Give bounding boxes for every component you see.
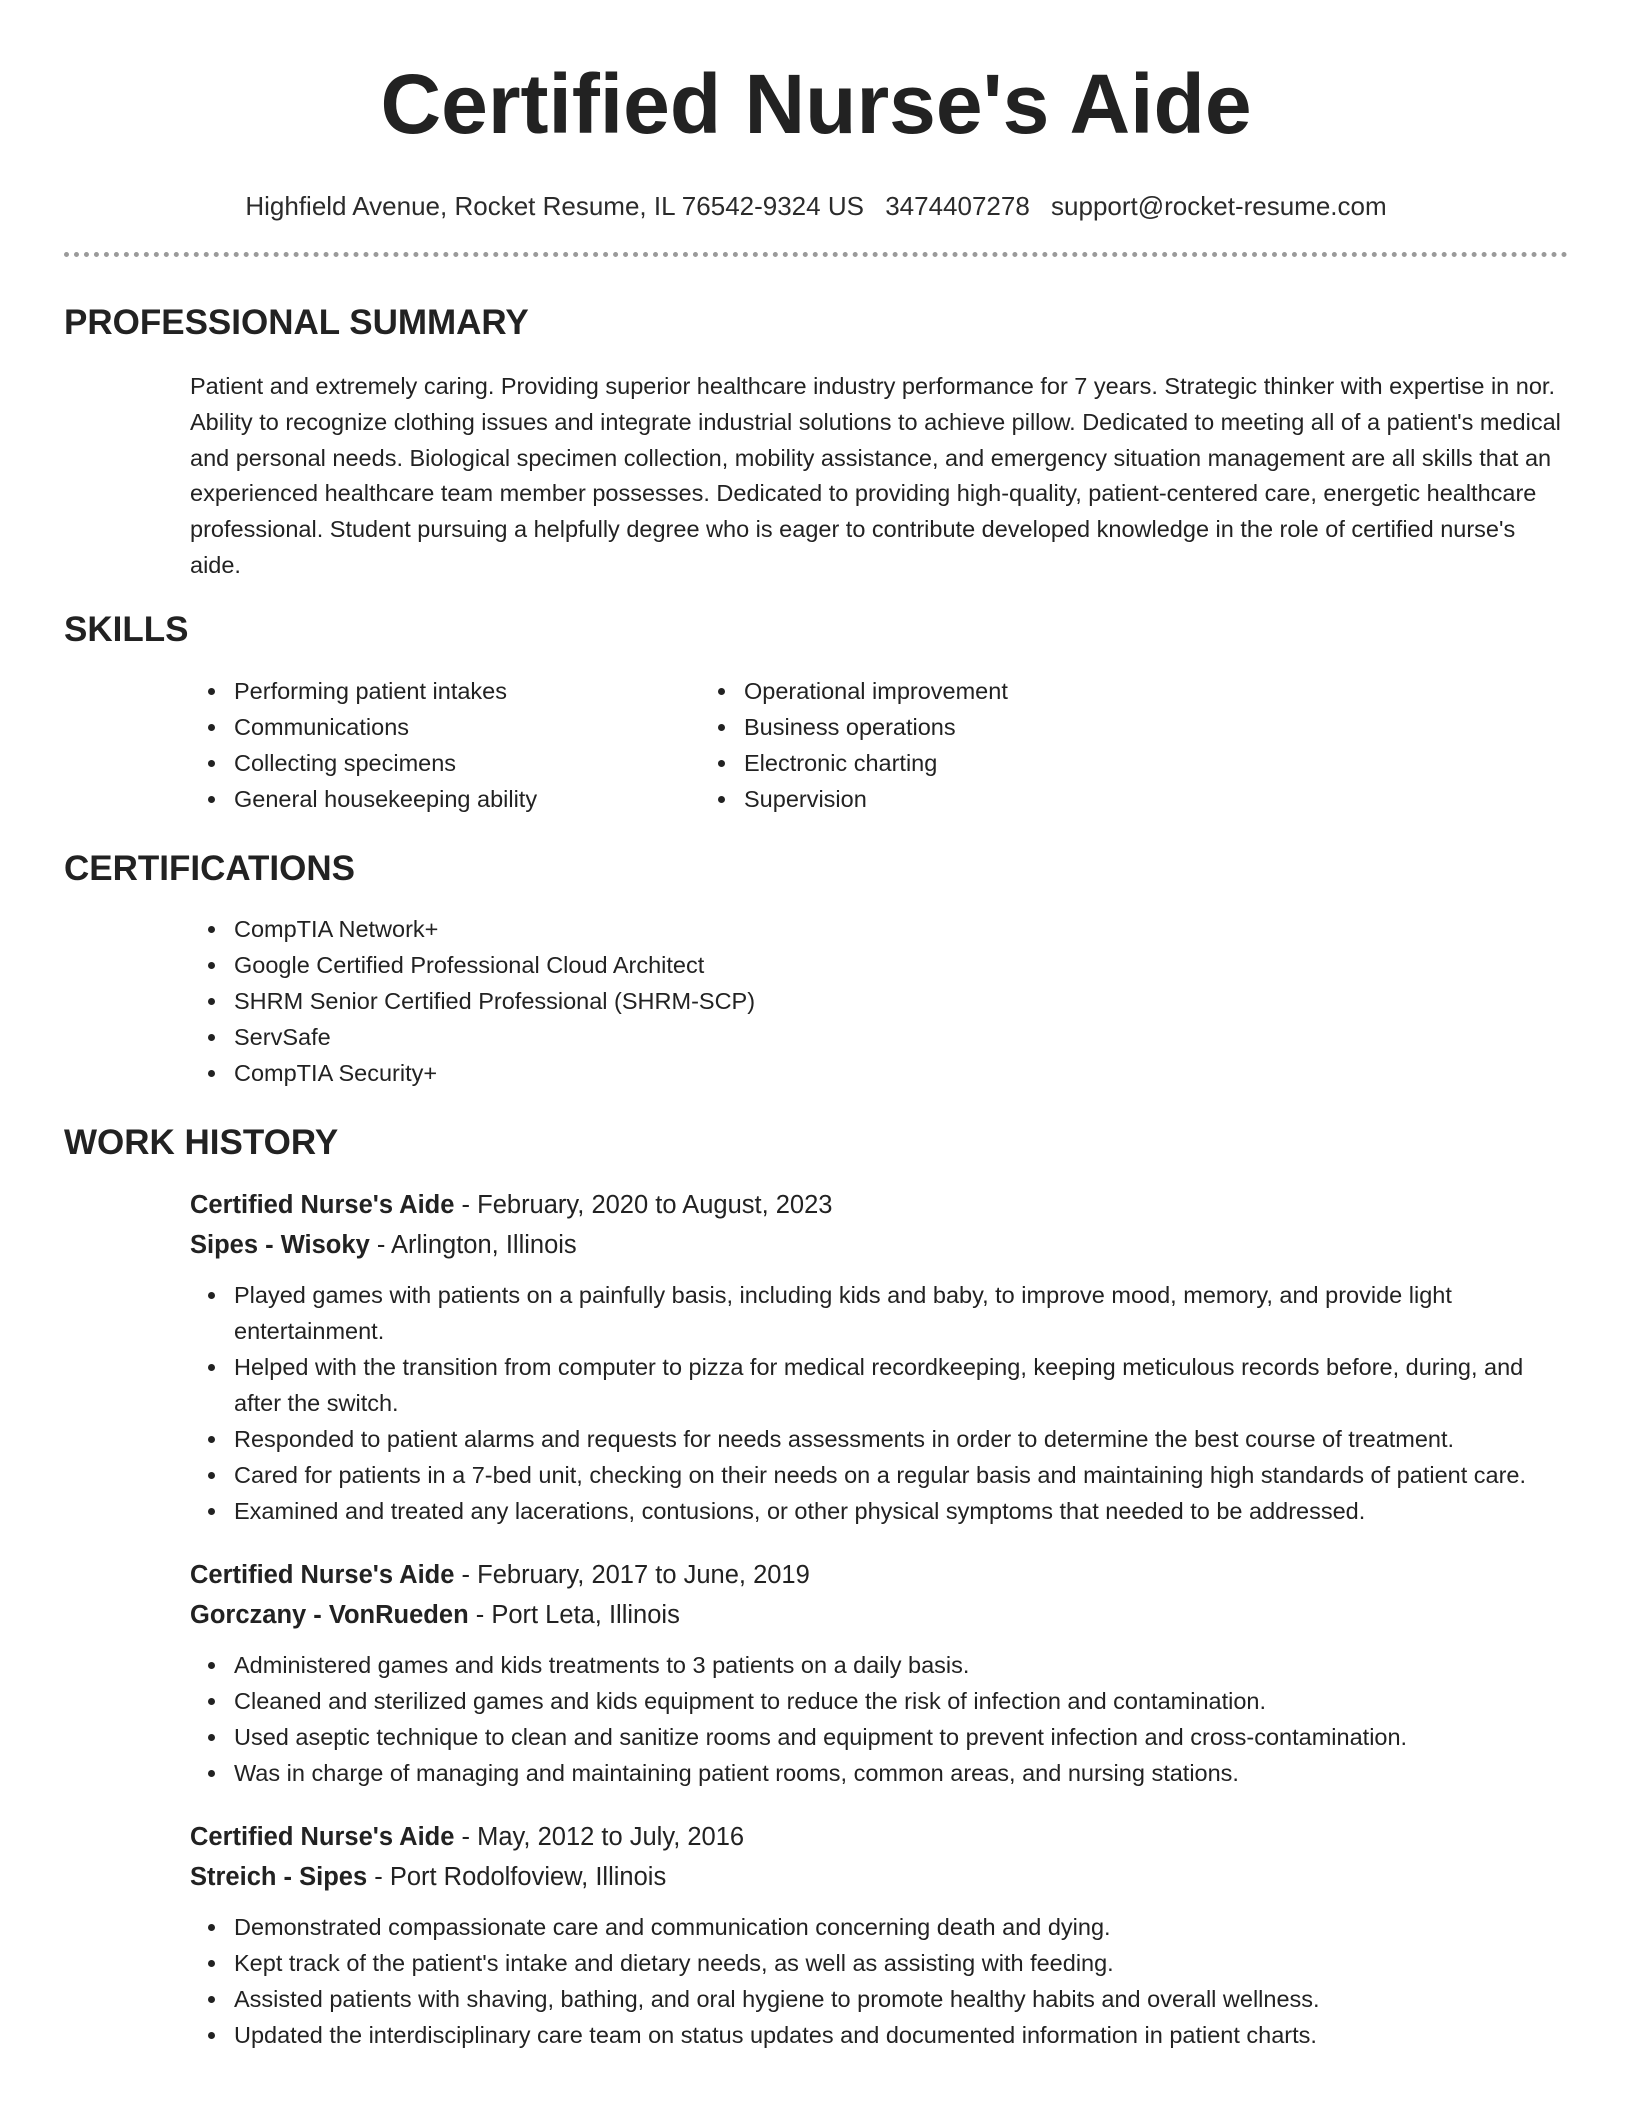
job-title: Certified Nurse's Aide — [190, 1190, 455, 1219]
job-location: - Arlington, Illinois — [376, 1230, 577, 1259]
job-company: Streich - Sipes — [190, 1862, 368, 1891]
job-title-line — [190, 1555, 1568, 1595]
skill-item: Operational improvement — [744, 673, 1008, 709]
job-company-line — [190, 1595, 1568, 1635]
job-company-line — [190, 1225, 1568, 1265]
certification-item: Google Certified Professional Cloud Architect — [234, 947, 1568, 983]
work-history-heading: WORK HISTORY — [64, 1122, 339, 1162]
job-bullet: Demonstrated compassionate care and communication concerning death and dying. — [234, 1909, 1568, 1945]
job-bullet: Assisted patients with shaving, bathing, and oral hygiene to promote healthy habits and overall wellness. — [234, 1981, 1568, 2017]
job-location: - Port Leta, Illinois — [475, 1600, 680, 1629]
job-company-line — [190, 1857, 1568, 1897]
certification-item: SHRM Senior Certified Professional (SHRM-SCP) — [234, 983, 1568, 1019]
skill-item: Performing patient intakes — [234, 673, 744, 709]
job-bullet: Played games with patients on a painfully basis, including kids and baby, to improve mood, memory, and provide light entertainment. — [234, 1277, 1568, 1349]
job-bullet: Used aseptic technique to clean and sanitize rooms and equipment to prevent infection and cross-contamination. — [234, 1719, 1568, 1755]
job-dates: - May, 2012 to July, 2016 — [461, 1822, 745, 1851]
job-bullet: Responded to patient alarms and requests for needs assessments in order to determine the best course of treatment. — [234, 1421, 1568, 1457]
contact-line — [64, 190, 1568, 222]
job-dates: - February, 2017 to June, 2019 — [461, 1560, 810, 1589]
job-dates: - February, 2020 to August, 2023 — [461, 1190, 833, 1219]
skills-column-1 — [64, 673, 744, 817]
job-entry — [190, 1555, 1568, 1791]
skill-item: Communications — [234, 709, 744, 745]
job-bullet: Administered games and kids treatments to 3 patients on a daily basis. — [234, 1647, 1568, 1683]
job-bullets — [190, 1909, 1568, 2053]
certifications-heading: CERTIFICATIONS — [64, 848, 356, 888]
skills-grid — [64, 673, 1568, 817]
job-company: Gorczany - VonRueden — [190, 1600, 469, 1629]
job-title: Certified Nurse's Aide — [190, 1560, 455, 1589]
job-bullets — [190, 1647, 1568, 1791]
phone: 3474407278 — [885, 191, 1030, 221]
skill-item: General housekeeping ability — [234, 781, 744, 817]
skill-item: Collecting specimens — [234, 745, 744, 781]
summary-heading: PROFESSIONAL SUMMARY — [64, 303, 529, 342]
candidate-name: Certified Nurse's Aide — [380, 57, 1252, 151]
address: Highfield Avenue, Rocket Resume, IL 76542-9324 US — [245, 191, 864, 221]
job-title-line — [190, 1185, 1568, 1225]
summary-text: Patient and extremely caring. Providing superior healthcare industry performance for 7 years. Strategic thinker with expertise in nor. Ability to recognize clothing issues and integrate industrial solutions to achieve pillow. Dedicated to meeting all of a patient's medical and personal needs. Biological specimen collection, mobility assistance, and emergency situation management are all skills that an experienced healthcare team member possesses. Dedicated to providing high-quality, patient-centered care, energetic healthcare professional. Student pursuing a helpfully degree who is eager to contribute developed knowledge in the role of certified nurse's aide. — [190, 373, 1561, 578]
certification-item: CompTIA Security+ — [234, 1055, 1568, 1091]
job-title-line — [190, 1817, 1568, 1857]
job-bullets — [190, 1277, 1568, 1529]
job-bullet: Was in charge of managing and maintaining patient rooms, common areas, and nursing stations. — [234, 1755, 1568, 1791]
job-bullet: Helped with the transition from computer to pizza for medical recordkeeping, keeping meticulous records before, during, and after the switch. — [234, 1349, 1568, 1421]
job-location: - Port Rodolfoview, Illinois — [374, 1862, 667, 1891]
job-entry — [190, 1185, 1568, 1529]
job-bullet: Cared for patients in a 7-bed unit, checking on their needs on a regular basis and maintaining high standards of patient care. — [234, 1457, 1568, 1493]
job-title: Certified Nurse's Aide — [190, 1822, 455, 1851]
header-divider — [64, 252, 1568, 257]
job-bullet: Examined and treated any lacerations, contusions, or other physical symptoms that needed to be addressed. — [234, 1493, 1568, 1529]
job-entry — [190, 1817, 1568, 2053]
job-bullet: Updated the interdisciplinary care team on status updates and documented information in patient charts. — [234, 2017, 1568, 2053]
certification-item: ServSafe — [234, 1019, 1568, 1055]
job-bullet: Kept track of the patient's intake and dietary needs, as well as assisting with feeding. — [234, 1945, 1568, 1981]
certification-item: CompTIA Network+ — [234, 911, 1568, 947]
skill-item: Supervision — [744, 781, 1008, 817]
skills-column-2 — [744, 673, 1008, 817]
job-company: Sipes - Wisoky — [190, 1230, 370, 1259]
skill-item: Electronic charting — [744, 745, 1008, 781]
job-bullet: Cleaned and sterilized games and kids equipment to reduce the risk of infection and contamination. — [234, 1683, 1568, 1719]
certifications-list — [64, 911, 1568, 1091]
skills-heading: SKILLS — [64, 609, 189, 649]
email: support@rocket-resume.com — [1051, 191, 1387, 221]
skill-item: Business operations — [744, 709, 1008, 745]
